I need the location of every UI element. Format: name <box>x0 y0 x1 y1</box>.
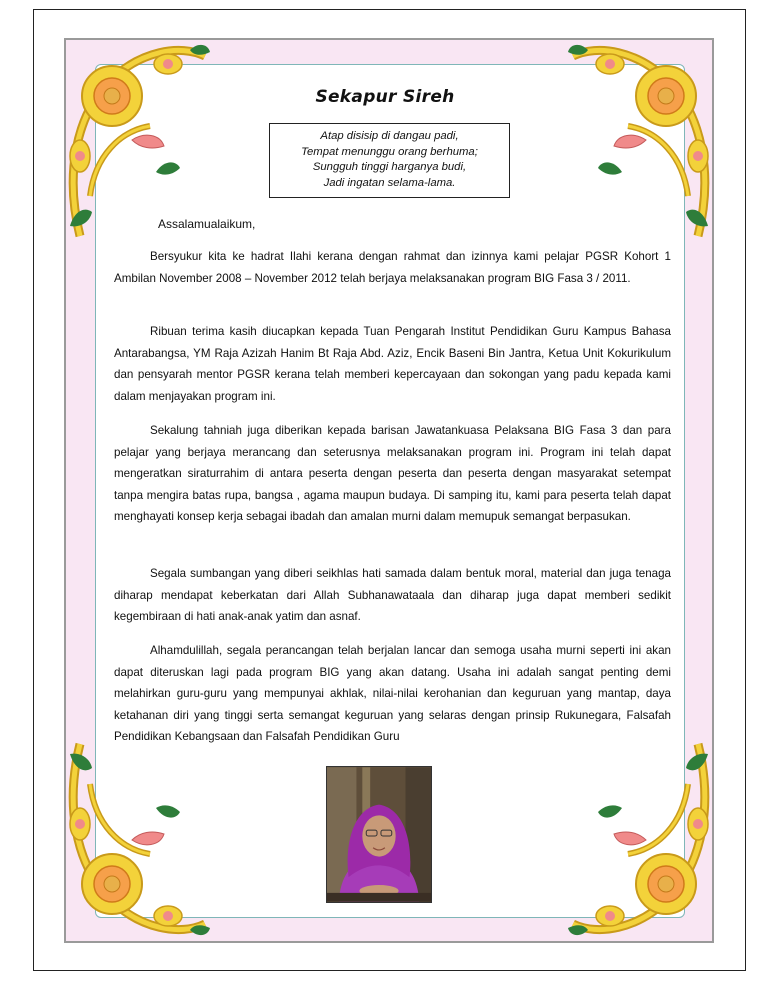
poem-line: Sungguh tinggi harganya budi, <box>312 161 467 173</box>
paragraph: Ribuan terima kasih diucapkan kepada Tuan Pengarah Institut Pendidikan Guru Kampus Bahasa Antarabangsa, YM Raja Azizah Hanim Bt Raja Abd. Aziz, Encik Baseni Bin Jantra, Ketua Unit Kokurikulum dan pensyarah mentor PGSR kerana telah memberi kepercayaan dan sokongan yang padu kepada kami dalam menjayakan program ini. <box>114 325 671 403</box>
paragraph: Sekalung tahniah juga diberikan kepada barisan Jawatankuasa Pelaksana BIG Fasa 3 dan para pelajar yang berjaya merancang dan seterusnya melaksanakan program ini. Program ini telah dapat mengeratkan siraturrahim di antara peserta dengan peserta dan peserta dengan masyarakat setempat tanpa mengira batas rupa, bangsa , agama maupun budaya. Di samping itu, kami para peserta telah dapat menghayati konsep kerja sebagai ibadah dan amalan murni dalam memupuk semangat berpasukan. <box>114 424 671 523</box>
poem-line: Tempat menunggu orang berhuma; <box>301 145 478 158</box>
floral-corner-ornament-icon <box>60 734 210 944</box>
floral-ornament-svg <box>60 36 210 246</box>
document-title: Sekapur Sireh <box>315 87 455 107</box>
greeting: Assalamualaikum, <box>158 217 256 231</box>
portrait-photo <box>326 766 432 903</box>
floral-corner-ornament-icon <box>60 36 210 246</box>
paragraph: Bersyukur kita ke hadrat Ilahi kerana dengan rahmat dan izinnya kami pelajar PGSR Kohort 1 Ambilan November 2008 – November 2012 telah berjaya melaksanakan program BIG Fasa 3 / 2011. <box>114 250 671 285</box>
poem-line: Atap disisip di dangau padi, <box>320 130 459 142</box>
portrait-illustration <box>327 767 431 902</box>
paragraph: Alhamdulillah, segala perancangan telah berjalan lancar dan semoga usaha murni seperti ini akan dapat diteruskan lagi pada program BIG yang akan datang. Usaha ini adalah sangat penting demi melahirkan guru-guru yang mempunyai akhlak, nilai-nilai kerohanian dan keguruan yang mantap, daya ketahanan diri yang tinggi serta semangat keguruan yang selaras dengan prinsip Rukunegara, Falsafah Pendidikan Kebangsaan dan Falsafah Pendidikan Guru <box>114 644 671 743</box>
poem-line: Jadi ingatan selama-lama. <box>323 176 456 189</box>
paragraph: Segala sumbangan yang diberi seikhlas hati samada dalam bentuk moral, material dan juga tenaga diharap mendapat keberkatan dari Allah Subhanawataala dan diharap juga dapat memberi sedikit kegembiraan di hati anak-anak yatim dan asnaf. <box>114 567 671 623</box>
pantun-box <box>269 123 510 198</box>
floral-corner-ornament-icon <box>568 734 718 944</box>
floral-corner-ornament-icon <box>568 36 718 246</box>
